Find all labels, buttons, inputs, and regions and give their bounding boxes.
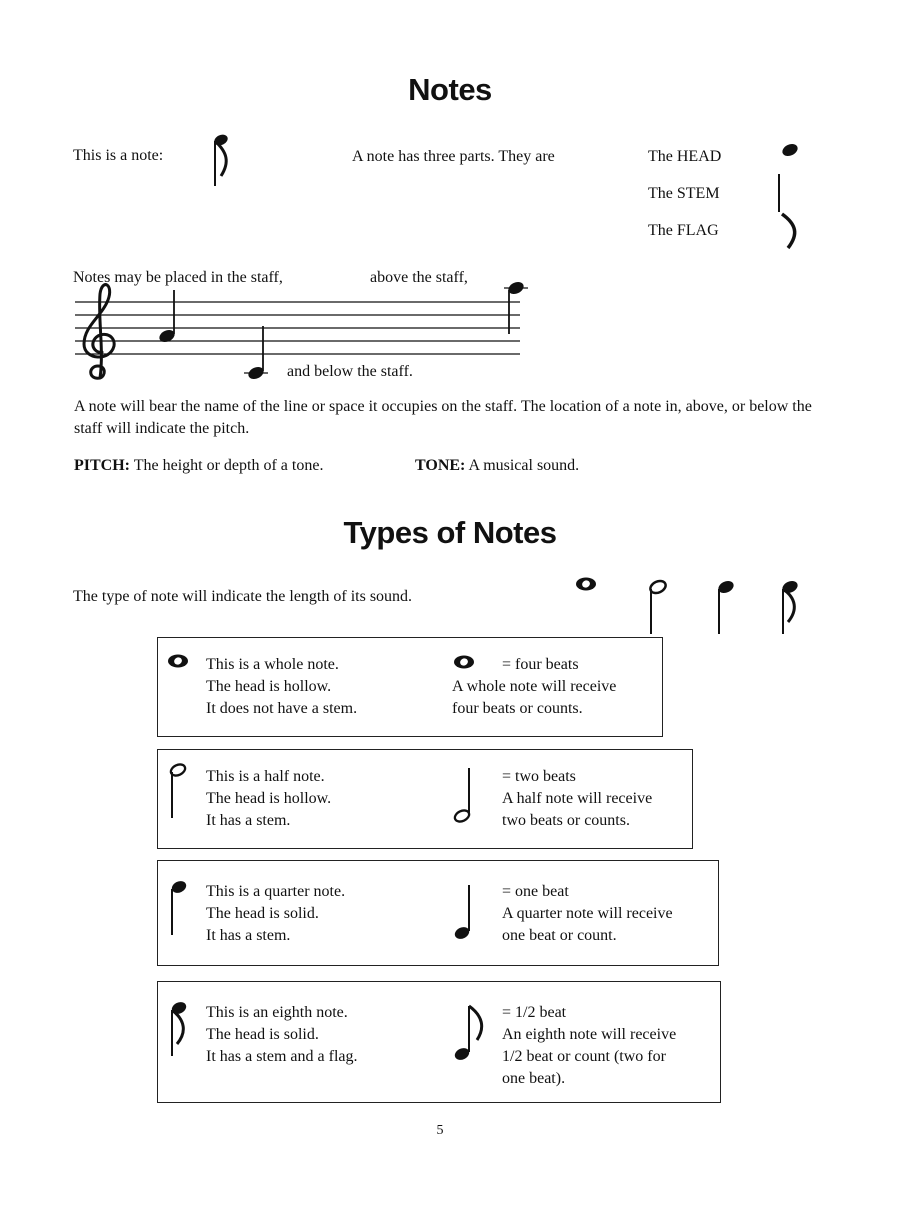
tone-term: TONE: — [415, 457, 466, 474]
section-title-notes: Notes — [408, 72, 492, 107]
half-note-stem-up-icon — [452, 764, 478, 828]
whole-note-desc-2: The head is hollow. — [206, 678, 332, 695]
note-head-icon — [776, 140, 806, 160]
half-note-receive: A half note will receive — [502, 790, 653, 807]
eighth-note-beats: = 1/2 beat — [502, 1004, 567, 1021]
half-note-desc-1: This is a half note. — [206, 768, 325, 785]
quarter-note-box — [157, 860, 719, 966]
half-note-beats: = two beats — [502, 768, 576, 785]
quarter-note-receive: A quarter note will receive — [502, 905, 673, 922]
whole-note-desc-3: It does not have a stem. — [206, 700, 358, 717]
quarter-note-desc-2: The head is solid. — [206, 905, 319, 922]
quarter-note-row-icon — [716, 579, 735, 634]
whole-note-icon — [166, 652, 192, 670]
note-flag-icon — [774, 212, 804, 252]
treble-clef-icon — [84, 285, 114, 379]
note-types-row — [574, 572, 814, 636]
half-note-box — [157, 749, 693, 849]
tone-definition — [415, 455, 579, 477]
eighth-note-desc-3: It has a stem and a flag. — [206, 1048, 358, 1065]
eighth-note-example-icon — [205, 128, 235, 188]
half-note-desc-2: The head is hollow. — [206, 790, 332, 807]
eighth-note-icon — [166, 998, 194, 1060]
note-above-staff-icon — [504, 280, 528, 334]
quarter-note-counts: one beat or count. — [502, 927, 617, 944]
pitch-paragraph: A note will bear the name of the line or space it occupies on the staff. The location of a note in, above, or below the staff will indicate the pitch. — [74, 398, 812, 437]
quarter-note-desc-3: It has a stem. — [206, 927, 291, 944]
eighth-note-stem-up-icon — [452, 1002, 486, 1066]
quarter-note-beats: = one beat — [502, 883, 569, 900]
placement-below-staff-text: and below the staff. — [287, 363, 413, 380]
quarter-note-desc-1: This is a quarter note. — [206, 883, 346, 900]
quarter-note-stem-up-icon — [452, 881, 478, 945]
quarter-note-icon — [168, 877, 192, 939]
section-title-types-of-notes: Types of Notes — [343, 515, 557, 550]
whole-note-receive: A whole note will receive — [452, 678, 617, 695]
part-label-head: The HEAD — [648, 148, 722, 165]
whole-note-beats: = four beats — [502, 656, 579, 673]
placement-above-staff-text: above the staff, — [370, 269, 468, 286]
whole-note-row-icon — [576, 578, 596, 591]
whole-note-equals-icon — [452, 653, 478, 671]
parts-intro-text: A note has three parts. They are — [352, 148, 555, 165]
types-intro-text: The type of note will indicate the length of its sound. — [73, 588, 413, 605]
eighth-note-row-icon — [780, 579, 799, 634]
eighth-note-receive: An eighth note will receive — [502, 1026, 677, 1043]
tone-def-text: A musical sound. — [468, 457, 580, 474]
half-note-desc-3: It has a stem. — [206, 812, 291, 829]
part-label-stem: The STEM — [648, 185, 720, 202]
pitch-term: PITCH: — [74, 457, 130, 474]
pitch-definition — [74, 455, 323, 477]
eighth-note-counts-cont: one beat). — [502, 1070, 566, 1087]
whole-note-desc-1: This is a whole note. — [206, 656, 339, 673]
page-number: 5 — [436, 1123, 444, 1138]
half-note-row-icon — [648, 579, 667, 634]
eighth-note-counts: 1/2 beat or count (two for — [502, 1048, 666, 1065]
whole-note-counts: four beats or counts. — [452, 700, 583, 717]
placement-in-staff-text: Notes may be placed in the staff, — [73, 269, 283, 286]
eighth-note-desc-2: The head is solid. — [206, 1026, 319, 1043]
half-note-icon — [168, 760, 192, 822]
whole-note-box — [157, 637, 663, 737]
part-label-flag: The FLAG — [648, 222, 719, 239]
eighth-note-desc-1: This is an eighth note. — [206, 1004, 348, 1021]
pitch-def-text: The height or depth of a tone. — [133, 457, 324, 474]
half-note-counts: two beats or counts. — [502, 812, 630, 829]
note-intro-text: This is a note: — [73, 147, 164, 164]
note-stem-icon — [770, 172, 790, 214]
eighth-note-box — [157, 981, 721, 1103]
note-in-staff-icon — [157, 290, 176, 344]
